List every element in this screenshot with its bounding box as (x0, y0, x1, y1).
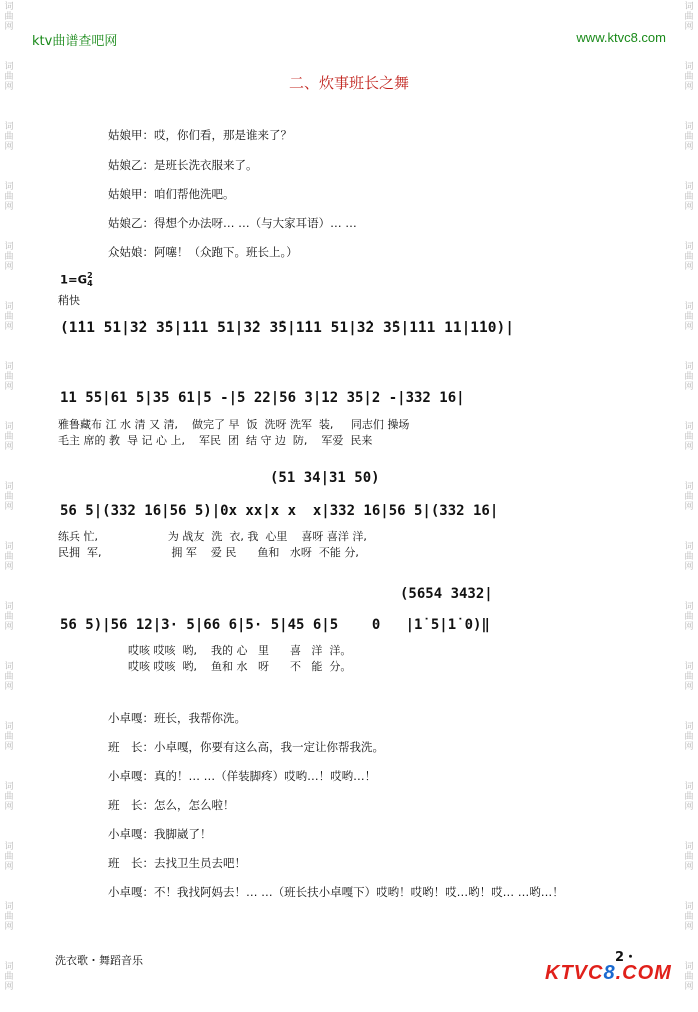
watermark-mark: 词 曲 网 (684, 302, 694, 332)
watermark-mark: 词 曲 网 (4, 362, 14, 392)
interlude-3: (51 34|31 50) (270, 470, 380, 486)
dialogue-line: 姑娘乙：是班长洗衣服来了。 (108, 158, 258, 172)
dialogue-line: 姑娘乙：得想个办法呀… …（与大家耳语）… … (108, 216, 357, 230)
key-signature (60, 272, 93, 288)
watermark-mark: 词 曲 网 (4, 2, 14, 32)
lyric-line-4b: 哎咳 哎咳 哟, 鱼和 水 呀 不 能 分。 (128, 660, 352, 673)
dialogue-line: 班 长：小卓嘎，你要有这么高，我一定让你帮我洗。 (108, 740, 384, 754)
watermark-mark: 词 曲 网 (4, 62, 14, 92)
watermark-mark: 词 曲 网 (684, 62, 694, 92)
watermark-mark: 词 曲 网 (4, 962, 14, 992)
watermark-mark: 词 曲 网 (684, 602, 694, 632)
watermark-mark: 词 曲 网 (4, 182, 14, 212)
interlude-4: (5654 3432| (400, 586, 493, 602)
lyric-line-2b: 毛主 席的 教 导 记 心 上, 军民 团 结 守 边 防, 军爱 民来 (58, 434, 373, 447)
watermark-mark: 词 曲 网 (4, 842, 14, 872)
dialogue-line: 班 长：去找卫生员去吧！ (108, 856, 246, 870)
watermark-mark: 词 曲 网 (4, 482, 14, 512)
watermark-mark: 词 曲 网 (4, 662, 14, 692)
watermark-mark: 词 曲 网 (4, 302, 14, 332)
watermark-mark: 词 曲 网 (4, 782, 14, 812)
time-den: 4 (87, 279, 93, 288)
watermark-mark: 词 曲 网 (684, 722, 694, 752)
dialogue-line: 小卓嘎：不！我找阿妈去！… …（班长扶小卓嘎下）哎哟！哎哟！哎…哟！哎… …哟…！ (108, 885, 564, 899)
dialogue-line: 姑娘甲：咱们帮他洗吧。 (108, 187, 235, 201)
score-line-3: 56 5|(332 16|56 5)|0x xx|x x x|332 16|56 5|(332 16| (60, 503, 499, 519)
watermark-mark: 词 曲 网 (4, 242, 14, 272)
watermark-mark: 词 曲 网 (684, 122, 694, 152)
tempo-mark: 稍快 (58, 294, 80, 307)
dialogue-line: 众姑娘：阿噻！（众跑下。班长上。） (108, 245, 298, 259)
score-line-4: 56 5)|56 12|3· 5|66 6|5· 5|45 6|5 0 |1̇ 5|1̇ 0)‖ (60, 617, 490, 633)
time-num: 2 (87, 271, 93, 280)
logo-text-b: 8 (603, 962, 616, 984)
watermark-mark: 词 曲 网 (684, 842, 694, 872)
score-line-2: 11 55|61 5|35 61|5 -|5 22|56 3|12 35|2 -|332 16| (60, 390, 465, 406)
dialogue-line: 小卓嘎：我脚崴了！ (108, 827, 212, 841)
site-url-right: www.ktvc8.com (576, 30, 666, 45)
watermark-mark: 词 曲 网 (4, 602, 14, 632)
page-number: 2・ (615, 950, 638, 965)
dialogue-line: 班 长：怎么，怎么啦！ (108, 798, 235, 812)
watermark-mark: 词 曲 网 (684, 902, 694, 932)
watermark-mark: 词 曲 网 (684, 242, 694, 272)
watermark-mark: 词 曲 网 (4, 722, 14, 752)
watermark-mark: 词 曲 网 (4, 902, 14, 932)
watermark-mark: 词 曲 网 (684, 542, 694, 572)
watermark-mark: 词 曲 网 (684, 782, 694, 812)
footer-book-title: 洗衣歌・舞蹈音乐 (55, 954, 143, 967)
lyric-line-3a: 练兵 忙, 为 战友 洗 衣, 我 心里 喜呀 喜洋 洋, (58, 530, 367, 543)
logo-text-c: .COM (615, 962, 672, 984)
dialogue-line: 小卓嘎：真的！… …（佯装脚疼）哎哟…！哎哟…！ (108, 769, 377, 783)
dialogue-line: 小卓嘎：班长，我帮你洗。 (108, 711, 246, 725)
watermark-mark: 词 曲 网 (684, 182, 694, 212)
site-logo (545, 962, 672, 985)
watermark-mark: 词 曲 网 (684, 662, 694, 692)
watermark-mark: 词 曲 网 (684, 482, 694, 512)
watermark-mark: 词 曲 网 (684, 962, 694, 992)
site-name-left: ktv曲谱查吧网 (32, 34, 118, 49)
score-line-1: (1̇11 51|3̇2 3̇5|1̇11 51|3̇2 3̇5|1̇11 51|3̇2 3̇5|1̇11 11|1̇10)| (60, 320, 514, 336)
lyric-line-3b: 民拥 军, 拥 军 爱 民 鱼和 水呀 不能 分, (58, 546, 359, 559)
watermark-mark: 词 曲 网 (4, 542, 14, 572)
lyric-line-4a: 哎咳 哎咳 哟, 我的 心 里 喜 洋 洋。 (128, 644, 352, 657)
key-prefix: 1=G (60, 272, 88, 287)
watermark-mark: 词 曲 网 (4, 122, 14, 152)
watermark-mark: 词 曲 网 (684, 2, 694, 32)
watermark-mark: 词 曲 网 (684, 422, 694, 452)
lyric-line-2a: 雅鲁藏布 江 水 清 又 清, 做完了 早 饭 洗呀 洗军 装, 同志们 操场 (58, 418, 410, 431)
dialogue-line: 姑娘甲：哎，你们看，那是谁来了？ (108, 128, 292, 142)
watermark-mark: 词 曲 网 (684, 362, 694, 392)
page-title: 二、炊事班长之舞 (288, 74, 409, 92)
watermark-mark: 词 曲 网 (4, 422, 14, 452)
logo-text-a: KTVC (545, 962, 604, 984)
